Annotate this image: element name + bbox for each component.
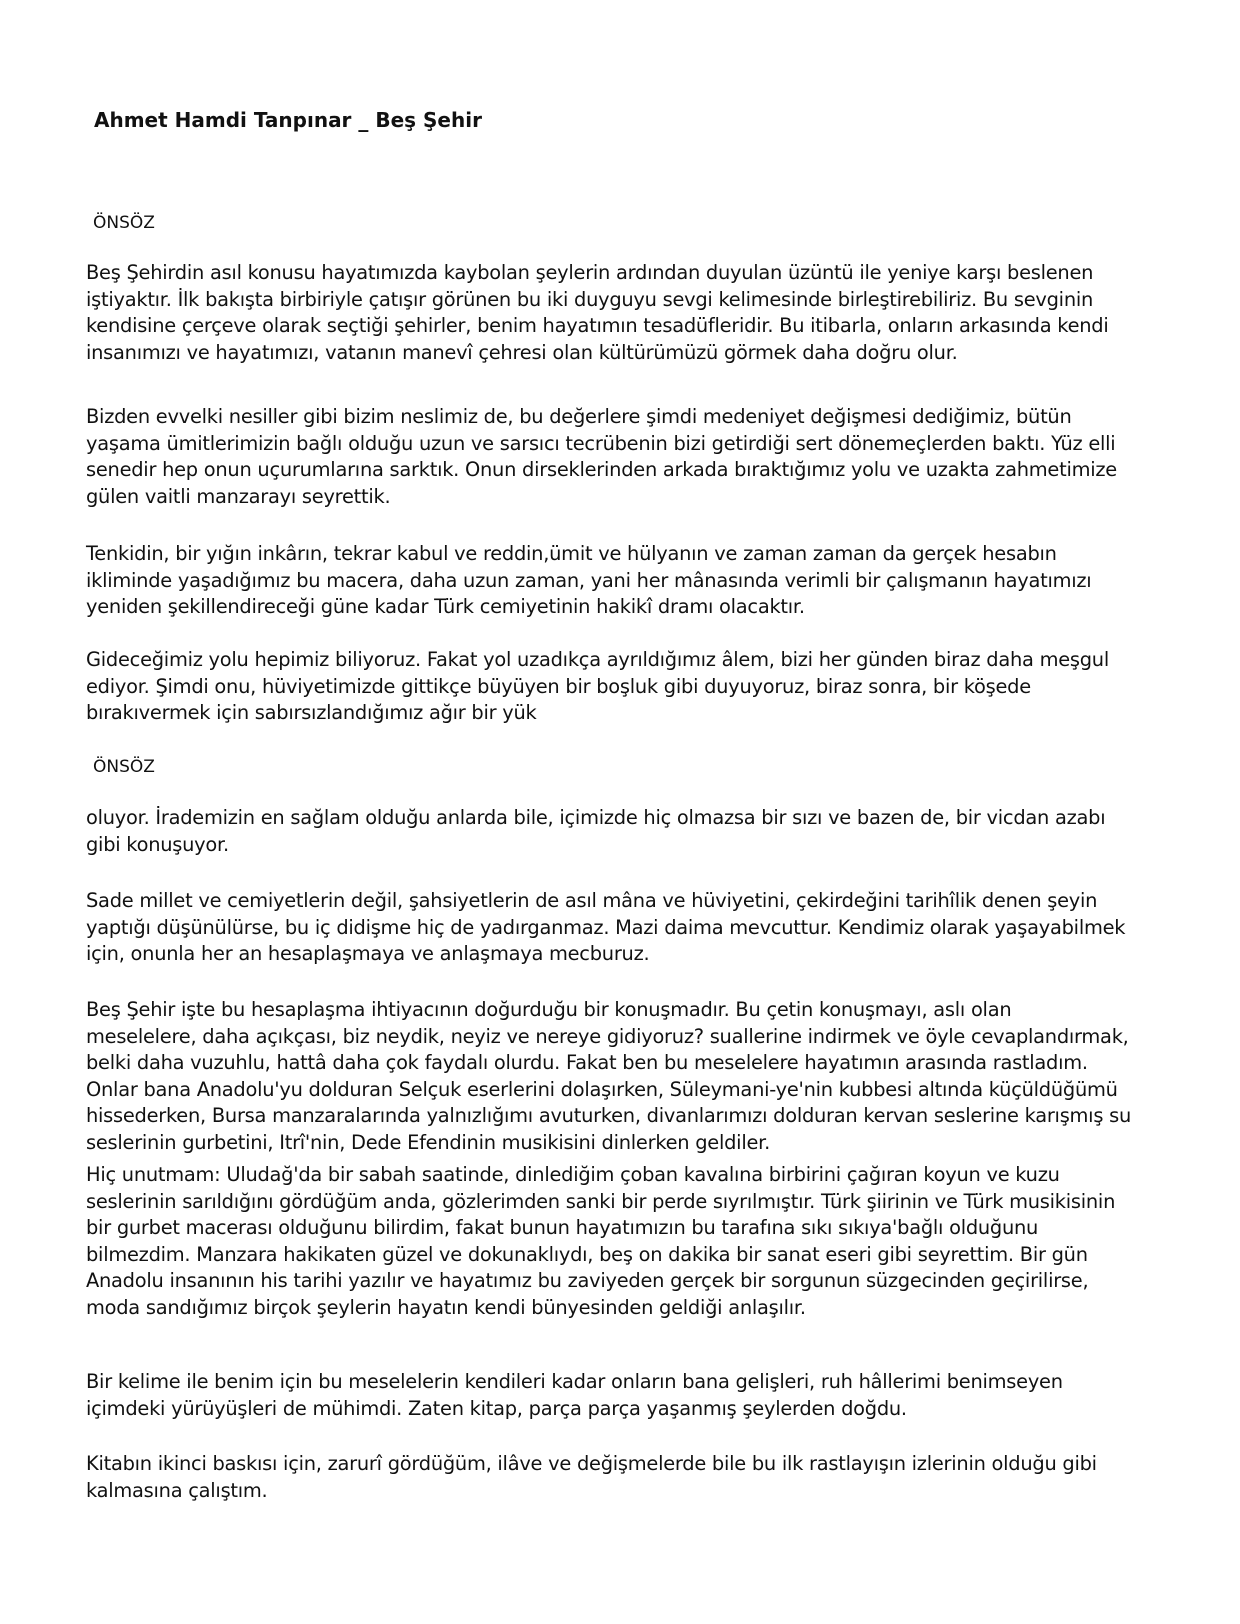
paragraph-7: Beş Şehir işte bu hesaplaşma ihtiyacının doğurduğu bir konuşmadır. Bu çetin konuşmayı, aslı olan meselelere, daha açıkçası, biz neydik, neyiz ve nereye gidiyoruz? suallerine indirmek ve öyle cevaplandırmak, belki daha vuzuhlu, hattâ daha çok faydalı olurdu. Fakat ben bu meselelere hayatımın arasında rastladım. Onlar bana Anadolu'yu dolduran Selçuk eserlerini dolaşırken, Süleymani-ye'nin kubbesi altında küçüldüğümü hissederken, Bursa manzaralarında yalnızlığımı avuturken, divanlarımızı dolduran kervan seslerine karışmış su seslerinin gurbetini, Itrî'nin, Dede Efendinin musikisini dinlerken geldiler. bbox=[86, 998, 1131, 1154]
paragraph-10: Kitabın ikinci baskısı için, zarurî gördüğüm, ilâve ve değişmelerde bile bu ilk rastlayışın izlerinin olduğu gibi kalmasına çalıştım. bbox=[86, 1452, 1097, 1502]
paragraph-5: oluyor. İrademizin en sağlam olduğu anlarda bile, içimizde hiç olmazsa bir sızı ve bazen de, bir vicdan azabı gibi konuşuyor. bbox=[86, 806, 1106, 856]
paragraph-2: Bizden evvelki nesiller gibi bizim neslimiz de, bu değerlere şimdi medeniyet değişmesi dediğimiz, bütün yaşama ümitlerimizin bağlı olduğu uzun ve sarsıcı tecrübenin bizi getirdiği sert dönemeçlerden baktı. Yüz elli senedir hep onun uçurumlarına sarktık. Onun dirseklerinden arkada bıraktığımız yolu ve uzakta zahmetimize gülen vaitli manzarayı seyrettik. bbox=[86, 405, 1117, 508]
paragraph-9: Bir kelime ile benim için bu meselelerin kendileri kadar onların bana gelişleri, ruh hâllerimi benimseyen içimdeki yürüyüşleri de mühimdi. Zaten kitap, parça parça yaşanmış şeylerden doğdu. bbox=[86, 1370, 1063, 1420]
section-heading-repeat: ÖNSÖZ bbox=[93, 757, 155, 777]
paragraph-4: Gideceğimiz yolu hepimiz biliyoruz. Fakat yol uzadıkça ayrıldığımız âlem, bizi her günden biraz daha meşgul ediyor. Şimdi onu, hüviyetimizde gittikçe büyüyen bir boşluk gibi duyuyoruz, biraz sonra, bir köşede bırakıvermek için sabırsızlandığımız ağır bir yük bbox=[86, 648, 1109, 724]
paragraph-3: Tenkidin, bir yığın inkârın, tekrar kabul ve reddin,ümit ve hülyanın ve zaman zaman da gerçek hesabın ikliminde yaşadığımız bu macera, daha uzun zaman, yani her mânasında verimli bir çalışmanın hayatımızı yeniden şekillendireceği güne kadar Türk cemiyetinin hakikî dramı olacaktır. bbox=[86, 542, 1092, 618]
document-title: Ahmet Hamdi Tanpınar _ Beş Şehir bbox=[94, 108, 482, 132]
paragraph-6: Sade millet ve cemiyetlerin değil, şahsiyetlerin de asıl mâna ve hüviyetini, çekirdeğini tarihîlik denen şeyin yaptığı düşünülürse, bu iç didişme hiç de yadırganmaz. Mazi daima mevcuttur. Kendimiz olarak yaşayabilmek için, onunla her an hesaplaşmaya ve anlaşmaya mecburuz. bbox=[86, 889, 1126, 965]
section-heading: ÖNSÖZ bbox=[93, 213, 155, 233]
paragraph-1: Beş Şehirdin asıl konusu hayatımızda kaybolan şeylerin ardından duyulan üzüntü ile yeniye karşı beslenen iştiyaktır. İlk bakışta birbiriyle çatışır görünen bu iki duyguyu sevgi kelimesinde birleştirebiliriz. Bu sevginin kendisine çerçeve olarak seçtiği şehirler, benim hayatımın tesadüfleridir. Bu itibarla, onların arkasında kendi insanımızı ve hayatımızı, vatanın manevî çehresi olan kültürümüzü görmek daha doğru olur. bbox=[86, 261, 1109, 364]
paragraph-8: Hiç unutmam: Uludağ'da bir sabah saatinde, dinlediğim çoban kavalına birbirini çağıran koyun ve kuzu seslerinin sarıldığını gördüğüm anda, gözlerimden sanki bir perde sıyrılmıştır. Türk şiirinin ve Türk musikisinin bir gurbet macerası olduğunu bilirdim, fakat bunun hayatımızın bu tarafına sıkı sıkıya'bağlı olduğunu bilmezdim. Manzara hakikaten güzel ve dokunaklıydı, beş on dakika bir sanat eseri gibi seyrettim. Bir gün Anadolu insanının his tarihi yazılır ve hayatımız bu zaviyeden gerçek bir sorgunun süzgecinden geçirilirse, moda sandığımız birçok şeylerin hayatın kendi bünyesinden geldiği anlaşılır. bbox=[86, 1163, 1116, 1319]
